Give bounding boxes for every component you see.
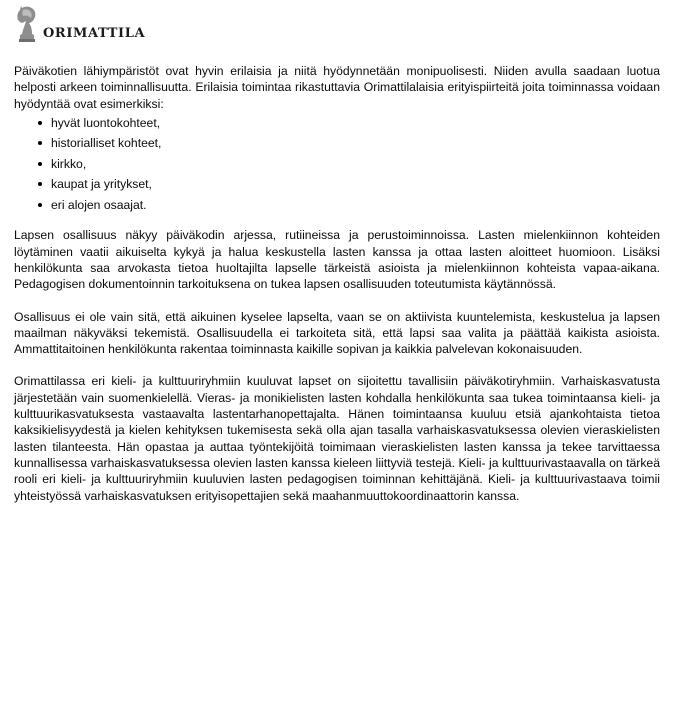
list-item: kirkko, (14, 156, 660, 177)
intro-paragraph: Päiväkotien lähiympäristöt ovat hyvin erilaisia ja niitä hyödynnetään monipuolisesti. Niiden avulla saadaan luotua helposti arkeen toiminnallisuutta. Erilaisia toimintaa rikastuttavia Orimattilalaisia erityispiirteitä joita toiminnassa voidaan hyödyntää ovat esimerkiksi: (14, 64, 660, 111)
participation-paragraph: Lapsen osallisuus näkyy päiväkodin arjessa, rutiineissa ja perustoiminnoissa. Lasten mielenkiinnon kohteiden löytäminen vaatii aikuiselta kykyä ja halua keskustella lasten kanssa ja ottaa lasten aloitteet huomioon. Lisäksi henkilökunta saa arvokasta tietoa huoltajilta lapselle tärkeistä asioista ja mielenkiinnon kohteista vapaa-aikana. Pedagogisen dokumentoinnin tarkoituksena on tukea lapsen osallisuuden toteutumista käytännössä. (14, 228, 660, 292)
language-culture-paragraph: Orimattilassa eri kieli- ja kulttuuriryhmiin kuuluvat lapset on sijoitettu tavallisiin päiväkotiryhmiin. Varhaiskasvatusta järjestetään vain suomenkielellä. Vieras- ja monikielisten lasten kohdalla henkilökunta saa tukea toimintaansa kieli- ja kulttuurikasvatuksesta vastaavalta lastentarhanopettajalta. Hänen toimintaansa kuuluu etsiä ajankohtaista tietoa kaksikielisyydestä ja kielen kehityksen tukemisesta sekä olla ajan tasalla varhaiskasvatuksessa olevien vieraskielisten lasten tilanteesta. Hän opastaa ja auttaa työntekijöitä toimimaan vieraskielisten lasten kanssa ja tekee tarvittaessa kunnallisessa varhaiskasvatuksessa olevien lasten kanssa kieleen liittyviä testejä. Kieli- ja kulttuurivastaavalla on tärkeä rooli eri kieli- ja kulttuuriryhmiin kuuluvien lasten pedagogisen toiminnan kehittäjänä. Kieli- ja kulttuurivastaava toimii yhteistyössä varhaiskasvatuksen erityisopettajien sekä maahanmuuttokoordinaattorin kanssa. (14, 374, 660, 503)
list-item: historialliset kohteet, (14, 135, 660, 156)
chess-knight-icon (14, 4, 40, 42)
list-item: eri alojen osaajat. (14, 197, 660, 218)
brand-name: ORIMATTILA (43, 26, 146, 41)
listening-paragraph: Osallisuus ei ole vain sitä, että aikuinen kyselee lapselta, vaan se on aktiivista kuuntelemista, keskustelua ja lapsen maailman näkyväksi tekemistä. Osallisuudella ei tarkoiteta sitä, että lapsi saa valita ja päättää kaikista asioista. Ammattitaitoinen henkilökunta rakentaa toiminnasta kaikille sopivan ja kaikkia palvelevan kokonaisuuden. (14, 309, 660, 357)
list-item: hyvät luontokohteet, (14, 115, 660, 136)
bullet-list (14, 115, 660, 218)
list-item: kaupat ja yritykset, (14, 176, 660, 197)
header (14, 2, 145, 42)
body-text (14, 63, 660, 504)
